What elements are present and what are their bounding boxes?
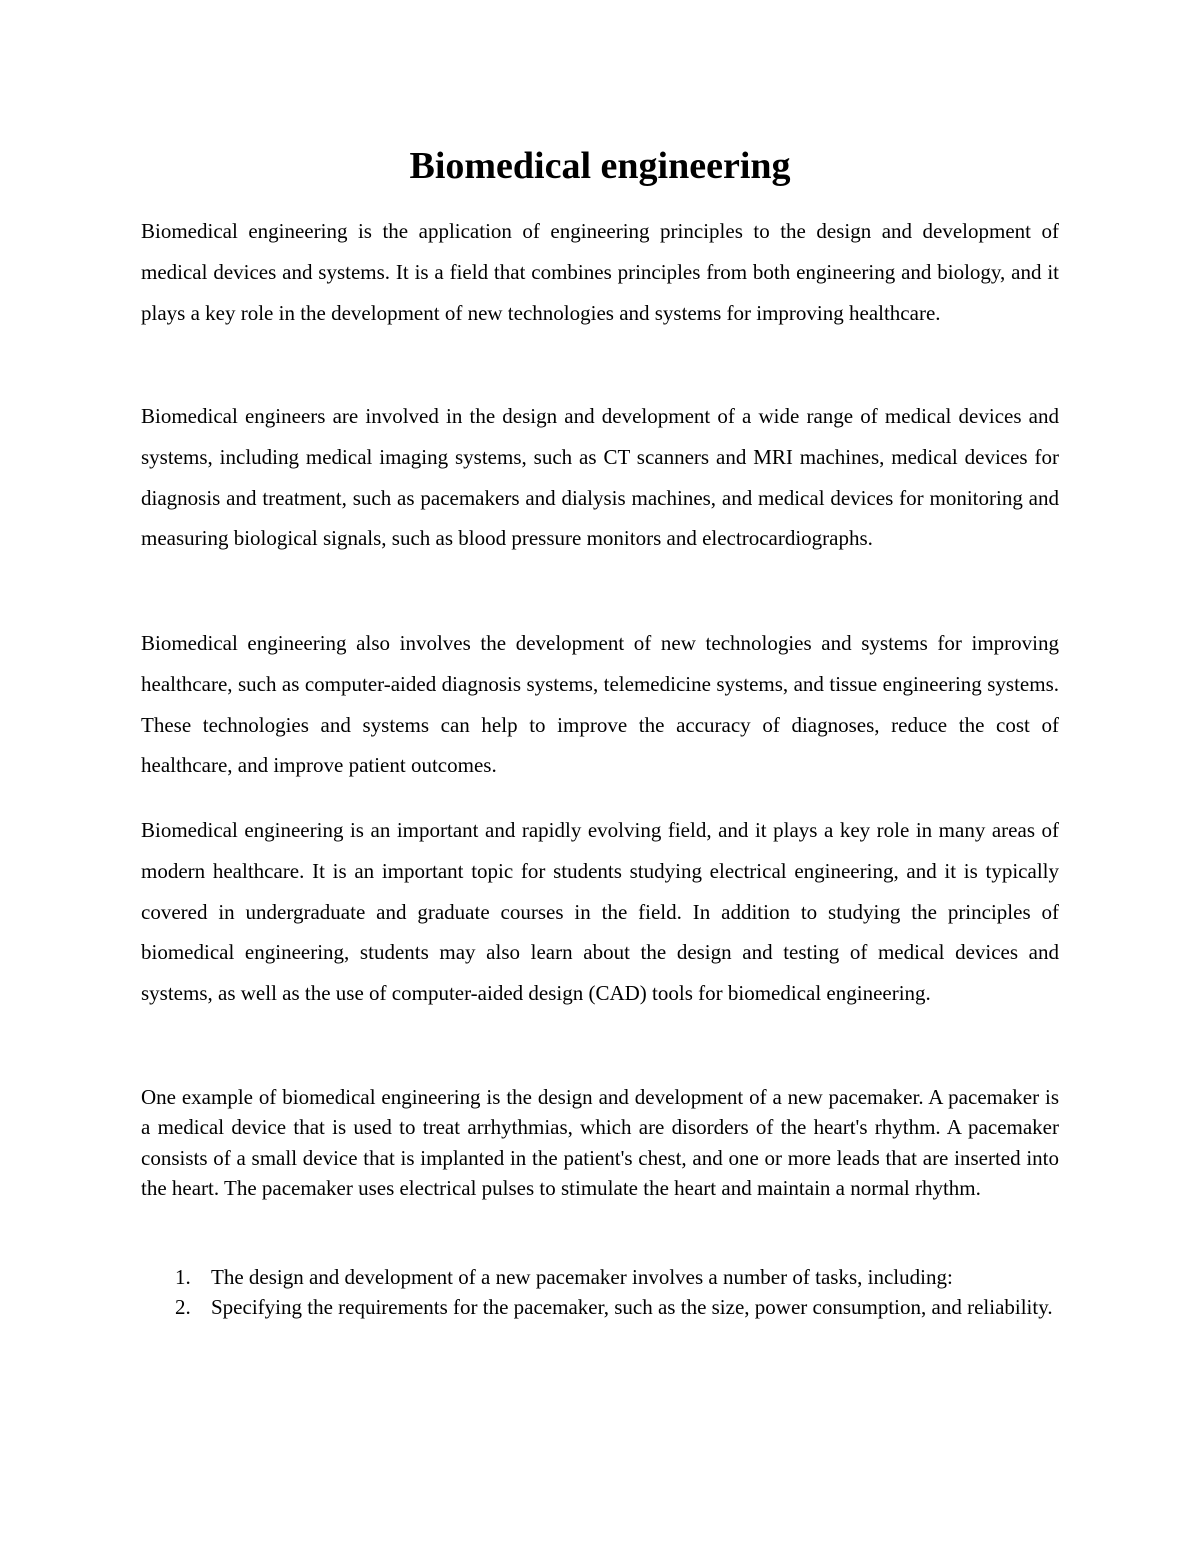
paragraph-devices: Biomedical engineers are involved in the design and development of a wide range of medical devices and systems, including medical imaging systems, such as CT scanners and MRI machines, medical devices for diagnosis and treatment, such as pacemakers and dialysis machines, and medical devices for monitoring and measuring biological signals, such as blood pressure monitors and electrocardiographs.: [141, 404, 1059, 551]
list-item: [141, 1292, 1059, 1322]
numbered-list: [141, 1262, 1059, 1323]
paragraph-education: Biomedical engineering is an important and rapidly evolving field, and it plays a key role in many areas of modern healthcare. It is an important topic for students studying electrical engineering, and it is typically covered in undergraduate and graduate courses in the field. In addition to studying the principles of biomedical engineering, students may also learn about the design and testing of medical devices and systems, as well as the use of computer-aided design (CAD) tools for biomedical engineering.: [141, 818, 1059, 1006]
list-item-text: Specifying the requirements for the pacemaker, such as the size, power consumption, and reliability.: [211, 1295, 1053, 1320]
list-item-text: The design and development of a new pacemaker involves a number of tasks, including:: [211, 1265, 953, 1289]
paragraph-introduction: Biomedical engineering is the application of engineering principles to the design and development of medical devices and systems. It is a field that combines principles from both engineering and biology, and it plays a key role in the development of new technologies and systems for improving healthcare.: [141, 219, 1059, 325]
page-title: Biomedical engineering: [409, 145, 791, 187]
list-item-number: 1.: [175, 1265, 191, 1289]
paragraph-technologies: Biomedical engineering also involves the development of new technologies and systems for improving healthcare, such as computer-aided diagnosis systems, telemedicine systems, and tissue engineering systems. These technologies and systems can help to improve the accuracy of diagnoses, reduce the cost of healthcare, and improve patient outcomes.: [141, 631, 1059, 778]
list-item-number: 2.: [175, 1295, 191, 1320]
list-item: [141, 1262, 1059, 1292]
paragraph-pacemaker-example: One example of biomedical engineering is the design and development of a new pacemaker. A pacemaker is a medical device that is used to treat arrhythmias, which are disorders of the heart's rhythm. A pacemaker consists of a small device that is implanted in the patient's chest, and one or more leads that are inserted into the heart. The pacemaker uses electrical pulses to stimulate the heart and maintain a normal rhythm.: [141, 1085, 1059, 1201]
